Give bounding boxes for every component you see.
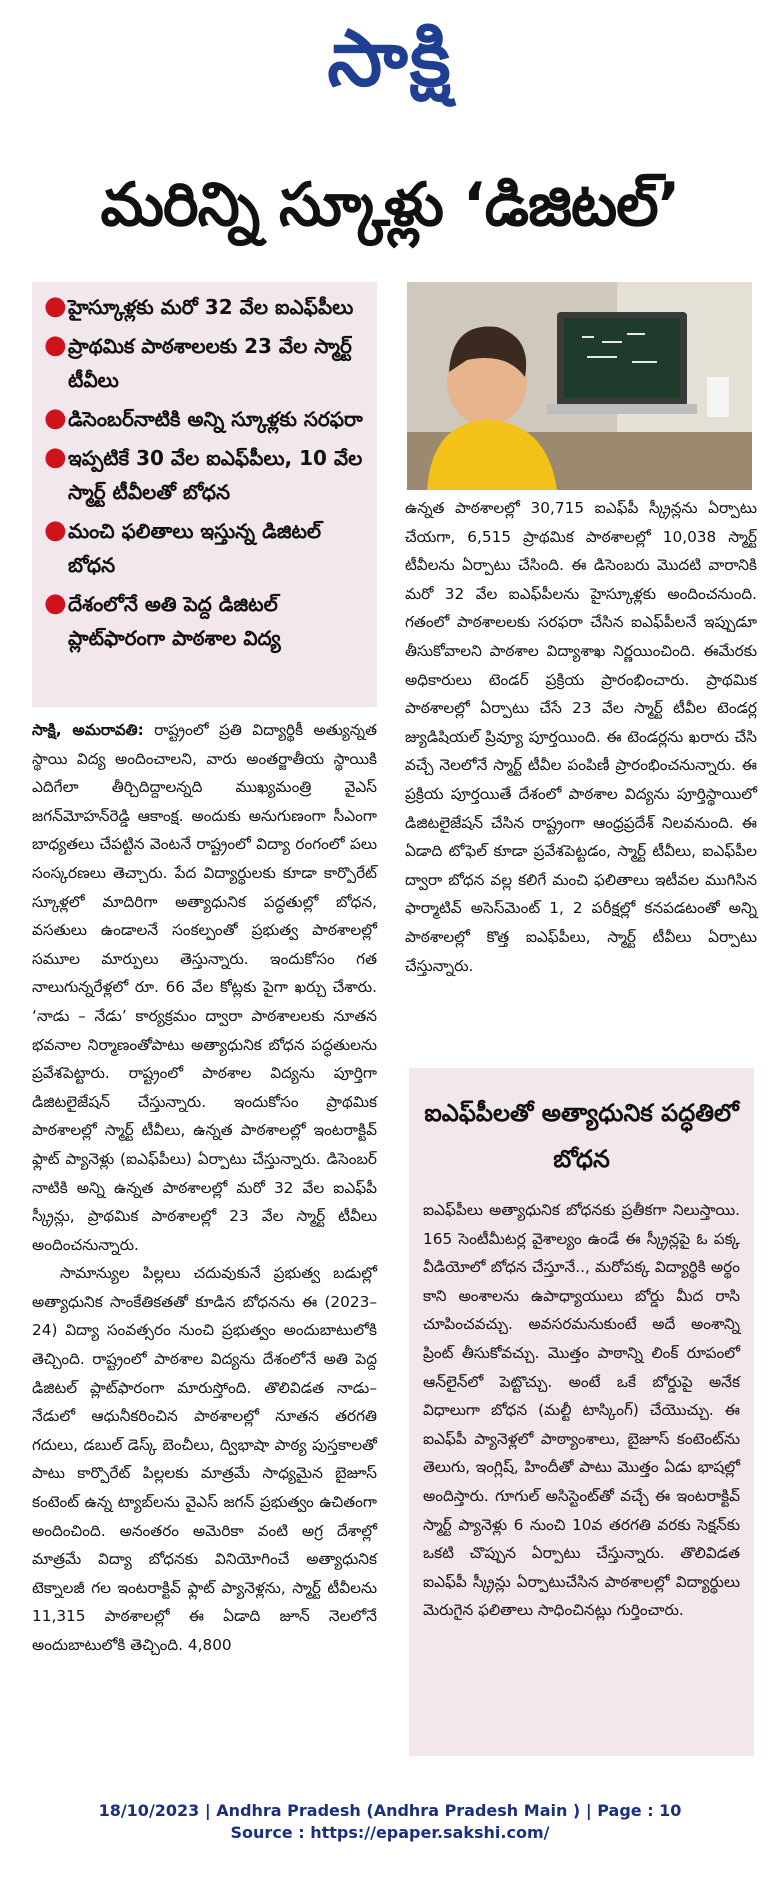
article-photo [407,282,752,490]
highlights-box [32,282,377,707]
highlight-item: ● డిసెంబర్‌నాటికి అన్ని స్కూళ్లకు సరఫరా [44,403,363,433]
highlight-item: ● దేశంలోనే అతి పెద్ద డిజిటల్‌ ప్లాట్‌ఫారంగా పాఠశాల విద్య [44,588,281,650]
highlight-item: ● మంచి ఫలితాలు ఇస్తున్న డిజిటల్‌ బోధన [44,515,322,577]
article-paragraph: సాక్షి, అమరావతి: రాష్ట్రంలో ప్రతి విద్యార్థికీ అత్యున్నత స్థాయి విద్య అందించాలని, వారు అంతర్జాతీయ స్థాయికి ఎదిగేలా తీర్చిదిద్దాలన్నది ముఖ్యమంత్రి వైఎస్‌ జగన్‌మోహన్‌రెడ్డి ఆకాంక్ష. అందుకు అనుగుణంగా సీఎంగా బాధ్యతలు చేపట్టిన వెంటనే రాష్ట్రంలో విద్యా రంగంలో పలు సంస్కరణలు తెచ్చారు. పేద విద్యార్థులకు కూడా కార్పొరేట్‌ స్కూళ్లలో మాదిరిగా అత్యాధునిక పద్ధతుల్లో బోధన, వసతులు ఉండాలనే సంకల్పంతో ప్రభుత్వ పాఠశాలల్లో సమూల మార్పులు తెస్తున్నారు. ఇందుకోసం గత నాలుగున్నరేళ్లలో రూ. 66 వేల కోట్లకు పైగా ఖర్చు చేశారు. ‘నాడు – నేడు’ కార్యక్రమం ద్వారా పాఠశాలలకు నూతన భవనాల నిర్మాణంతోపాటు అత్యాధునిక బోధన పద్ధతులను ప్రవేశపెట్టారు. రాష్ట్రంలో పాఠశాల విద్యను పూర్తిగా డిజిటలైజేషన్‌ చేస్తున్నారు. ఇందుకోసం ప్రాథమిక పాఠశాలల్లో స్మార్ట్‌ టీవీలు, ఉన్నత పాఠశాలల్లో ఇంటరాక్టివ్‌ ఫ్లాట్‌ ప్యానెళ్లు (ఐఎఫ్‌పీలు) ఏర్పాటు చేస్తున్నారు. డిసెంబర్‌ నాటికి అన్ని ఉన్నత పాఠశాలల్లో మరో 32 వేల ఐఎఫ్‌పీ స్క్రీన్లు, ప్రాథమిక పాఠశాలల్లో 23 వేల స్మార్ట్‌ టీవీలు అందించనున్నారు. [32,721,377,1254]
footer-source-line: Source : https://epaper.sakshi.com/ [230,1823,550,1842]
highlight-item: ● ఇప్పటికే 30 వేల ఐఎఫ్‌పీలు, 10 వేల స్మార్ట్‌ టీవీలతో బోధన [44,442,363,504]
article-paragraph: ఉన్నత పాఠశాలల్లో 30,715 ఐఎఫ్‌పీ స్క్రీన్లను ఏర్పాటు చేయగా, 6,515 ప్రాథమిక పాఠశాలల్లో 10,038 స్మార్ట్‌ టీవీలను ఏర్పాటు చేసింది. ఈ డిసెంబరు మొదటి వారానికి మరో 32 వేల ఐఎఫ్‌పీలను హైస్కూళ్లకు అందించనుంది. గతంలో పాఠశాలలకు సరఫరా చేసిన ఐఎఫ్‌పీలనే ఇప్పుడూ తీసుకోవాలని పాఠశాల విద్యాశాఖ నిర్ణయించింది. ఈమేరకు అధికారులు టెండర్‌ ప్రక్రియ ప్రారంభించారు. ప్రాథమిక పాఠశాలల్లో ఏర్పాటు చేసే 23 వేల స్మార్ట్‌ టీవీల టెండర్ల జ్యుడిషియల్‌ ప్రివ్యూ పూర్తయింది. ఈ టెండర్లను ఖరారు చేసి వచ్చే నెలలోనే స్మార్ట్‌ టీవీల పంపిణీ ప్రారంభించనున్నారు. ఈ ప్రక్రియ పూర్తయితే దేశంలో పాఠశాల విద్యను పూర్తిస్థాయిలో డిజిటలైజేషన్‌ చేసిన రాష్ట్రంగా ఆంధ్రప్రదేశ్‌ నిలవనుంది. ఈ ఏడాది టోఫెల్‌ కూడా ప్రవేశపెట్టడం, స్మార్ట్‌ టీవీలు, ఐఎఫ్‌పీల ద్వారా బోధన వల్ల కలిగే మంచి ఫలితాలు ఇటీవల ముగిసిన ఫార్మాటివ్‌ అసెస్‌మెంట్‌ 1, 2 పరీక్షల్లో కనపడటంతో అన్ని పాఠశాలల్లో కొత్త ఐఎఫ్‌పీలు, స్మార్ట్‌ టీవీలు ఏర్పాటు చేస్తున్నారు. [405,499,757,975]
logo-text: సాక్షి [327,14,453,104]
bullet-icon: ● [44,330,67,360]
highlight-item: ● హైస్కూళ్లకు మరో 32 వేల ఐఎఫ్‌పీలు [44,291,354,321]
bullet-icon: ● [44,588,67,618]
bullet-icon: ● [44,442,67,472]
bullet-icon: ● [44,291,67,321]
article-paragraph: సామాన్యుల పిల్లలు చదువుకునే ప్రభుత్వ బడుల్లో అత్యాధునిక సాంకేతికతతో కూడిన బోధనను ఈ (2023–24) విద్యా సంవత్సరం నుంచి ప్రభుత్వం అందుబాటులోకి తెచ్చింది. రాష్ట్రంలో పాఠశాల విద్యను దేశంలోనే అతి పెద్ద డిజిటల్‌ ప్లాట్‌ఫారంగా మారుస్తోంది. తొలివిడత నాడు–నేడులో ఆధునీకరించిన పాఠశాలల్లో నూతన తరగతి గదులు, డబుల్‌ డెస్క్‌ బెంచీలు, ద్విభాషా పాఠ్య పుస్తకాలతో పాటు కార్పొరేట్‌ పిల్లలకు మాత్రమే సాధ్యమైన బైజూస్‌ కంటెంట్‌ ఉన్న ట్యాబ్‌లను వైఎస్‌ జగన్‌ ప్రభుత్వం ఉచితంగా అందించింది. అనంతరం అమెరికా వంటి అగ్ర దేశాల్లో మాత్రమే విద్యా బోధనకు వినియోగించే అత్యాధునిక టెక్నాలజీ గల ఇంటరాక్టివ్‌ ఫ్లాట్‌ ప్యానెళ్లను, స్మార్ట్‌ టీవీలను 11,315 పాఠశాలల్లో ఈ ఏడాది జూన్‌ నెలలోనే అందుబాటులోకి తెచ్చింది. 4,800 [32,1264,377,1654]
headline: మరిన్ని స్కూళ్లు ‘డిజిటల్’ [100,170,680,240]
footer-date-line: 18/10/2023 | Andhra Pradesh (Andhra Pradesh Main ) | Page : 10 [98,1801,682,1820]
bullet-icon: ● [44,403,67,433]
article-column-left [32,716,377,1660]
dateline: సాక్షి, అమరావతి: [32,721,144,739]
footer [0,1800,780,1844]
sidebar-title: ఐఎఫ్‌పీలతో అత్యాధునిక పద్ధతిలో బోధన [424,1099,739,1173]
article-column-right [405,494,757,980]
masthead-logo [0,0,780,118]
highlight-item: ● ప్రాథమిక పాఠశాలలకు 23 వేల స్మార్ట్‌ టీవీలు [44,330,352,392]
bullet-icon: ● [44,515,67,545]
sidebar-body: ఐఎఫ్‌పీలు అత్యాధునిక బోధనకు ప్రతీకగా నిలుస్తాయి. 165 సెంటీమీటర్ల వైశాల్యం ఉండే ఈ స్క్రీన్లపై ఓ పక్క వీడియోలో బోధన చేస్తూనే.., మరోపక్క విద్యార్థికి అర్థం కాని అంశాలను ఉపాధ్యాయులు బోర్డు మీద రాసి చూపించవచ్చు. అవసరమనుకుంటే అదే అంశాన్ని ప్రింట్‌ తీసుకోవచ్చు. మొత్తం పాఠాన్ని లింక్‌ రూపంలో ఆన్‌లైన్‌లో పెట్టొచ్చు. అంటే ఒకే బోర్డుపై అనేక విధాలుగా బోధన (మల్టీ టాస్కింగ్‌) చేయొచ్చు. ఈ ఐఎఫ్‌పీ ప్యానెళ్లలో పాఠ్యాంశాలు, బైజూస్‌ కంటెంట్‌ను తెలుగు, ఇంగ్లిష్, హిందీతో పాటు మొత్తం ఏడు భాషల్లో అందిస్తారు. గూగుల్‌ అసిస్టెంట్‌తో వచ్చే ఈ ఇంటరాక్టివ్‌ స్మార్ట్‌ ప్యానెళ్లు 6 నుంచి 10వ తరగతి వరకు సెక్షన్‌కు ఒకటి చొప్పున ఏర్పాటు చేస్తున్నారు. తొలివిడత ఐఎఫ్‌పీ స్క్రీన్లు ఏర్పాటుచేసిన పాఠశాలల్లో విద్యార్థులు మెరుగైన ఫలితాలు సాధించినట్లు గుర్తించారు. [423,1201,740,1620]
sidebar-box [409,1068,754,1756]
